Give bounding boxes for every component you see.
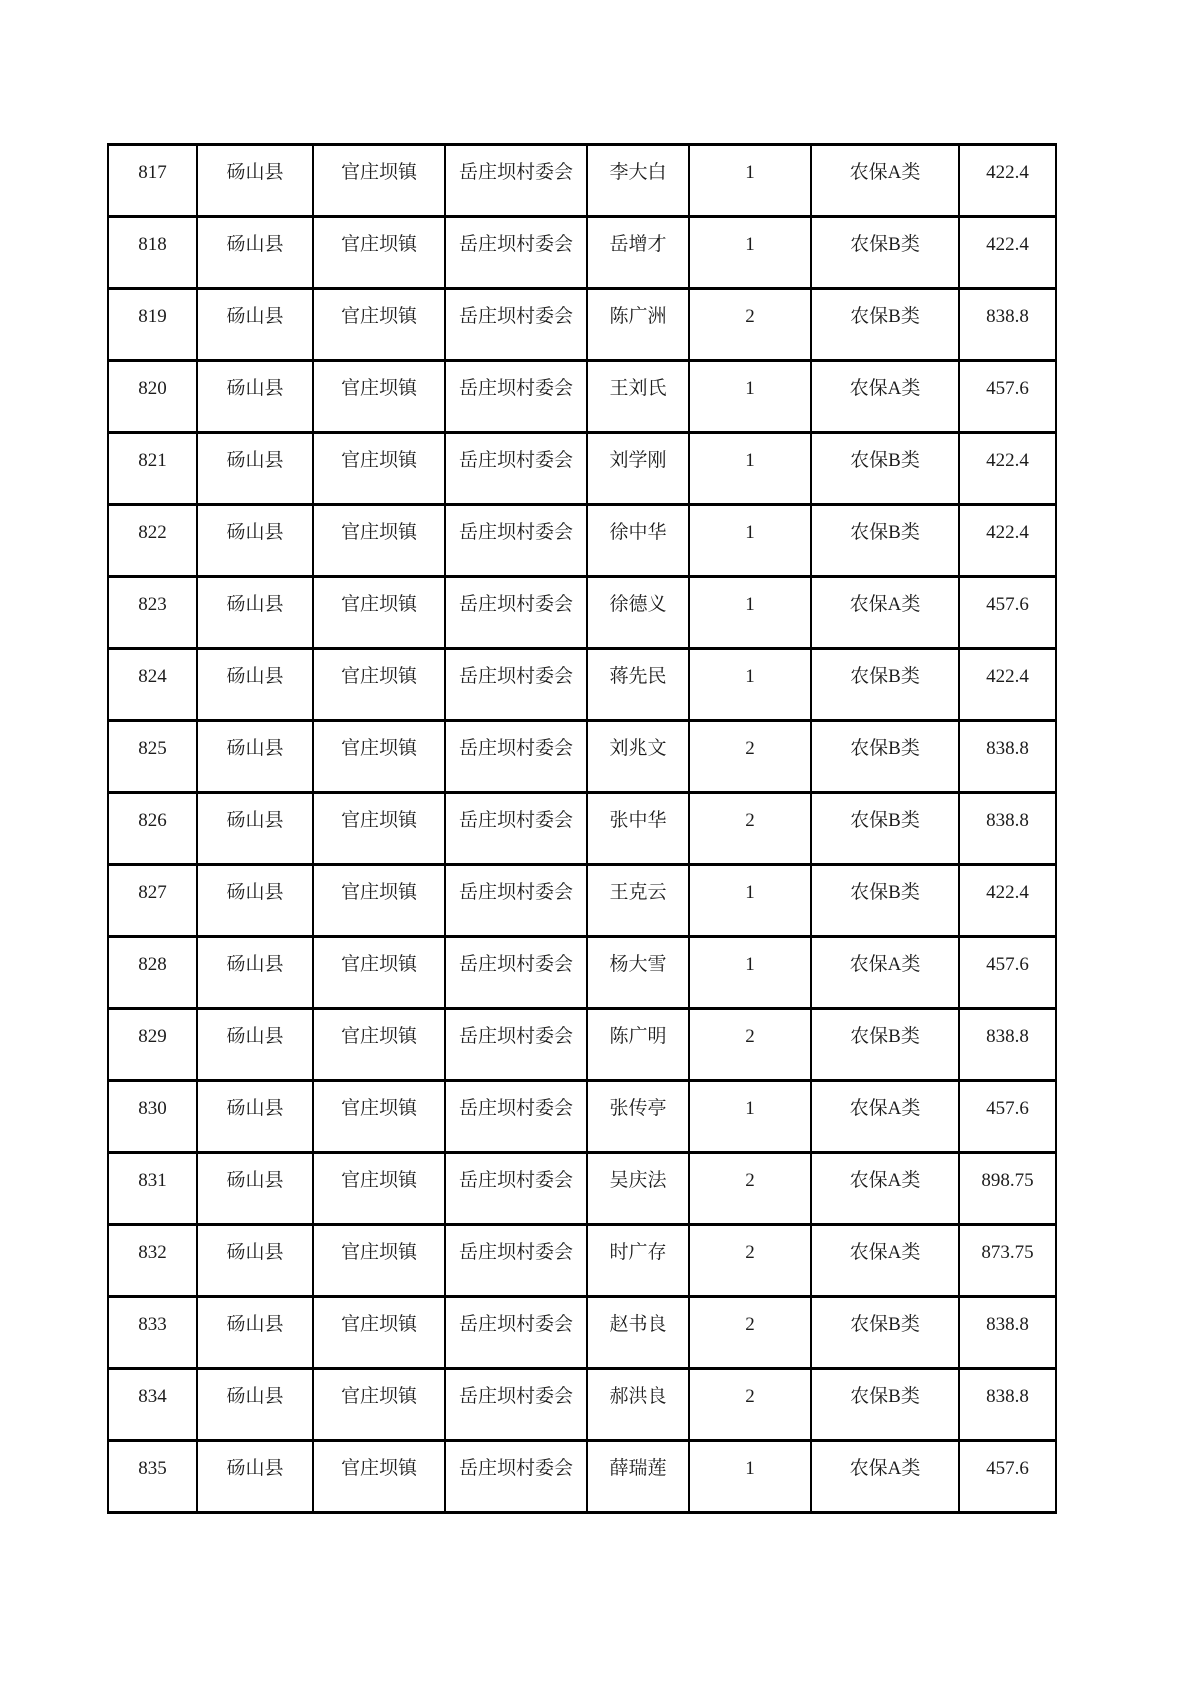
cell-amount: 838.8 — [959, 1009, 1056, 1081]
cell-name: 徐中华 — [587, 505, 689, 577]
cell-village: 岳庄坝村委会 — [445, 1369, 587, 1441]
cell-village: 岳庄坝村委会 — [445, 577, 587, 649]
cell-count: 1 — [689, 865, 811, 937]
cell-county: 砀山县 — [197, 865, 313, 937]
cell-county: 砀山县 — [197, 1081, 313, 1153]
table-row — [108, 721, 1056, 793]
cell-county: 砀山县 — [197, 361, 313, 433]
cell-no: 828 — [108, 937, 197, 1009]
cell-name: 时广存 — [587, 1225, 689, 1297]
cell-county: 砀山县 — [197, 1153, 313, 1225]
cell-name: 张中华 — [587, 793, 689, 865]
cell-county: 砀山县 — [197, 649, 313, 721]
table-row — [108, 937, 1056, 1009]
cell-village: 岳庄坝村委会 — [445, 1441, 587, 1513]
cell-name: 陈广洲 — [587, 289, 689, 361]
cell-no: 829 — [108, 1009, 197, 1081]
cell-category: 农保B类 — [811, 433, 959, 505]
cell-name: 王克云 — [587, 865, 689, 937]
table-row — [108, 1153, 1056, 1225]
cell-category: 农保A类 — [811, 577, 959, 649]
cell-category: 农保B类 — [811, 1369, 959, 1441]
cell-village: 岳庄坝村委会 — [445, 1153, 587, 1225]
cell-no: 835 — [108, 1441, 197, 1513]
cell-amount: 422.4 — [959, 649, 1056, 721]
cell-category: 农保B类 — [811, 865, 959, 937]
cell-category: 农保A类 — [811, 1441, 959, 1513]
cell-count: 1 — [689, 1441, 811, 1513]
cell-village: 岳庄坝村委会 — [445, 505, 587, 577]
cell-name: 蒋先民 — [587, 649, 689, 721]
cell-no: 823 — [108, 577, 197, 649]
cell-town: 官庄坝镇 — [313, 1225, 445, 1297]
cell-category: 农保A类 — [811, 361, 959, 433]
table-row — [108, 1297, 1056, 1369]
cell-name: 薛瑞莲 — [587, 1441, 689, 1513]
cell-category: 农保B类 — [811, 505, 959, 577]
cell-name: 刘学刚 — [587, 433, 689, 505]
cell-village: 岳庄坝村委会 — [445, 865, 587, 937]
cell-amount: 838.8 — [959, 1369, 1056, 1441]
cell-count: 2 — [689, 1009, 811, 1081]
cell-category: 农保B类 — [811, 1297, 959, 1369]
cell-town: 官庄坝镇 — [313, 793, 445, 865]
cell-amount: 422.4 — [959, 433, 1056, 505]
table-row — [108, 1369, 1056, 1441]
cell-category: 农保A类 — [811, 1081, 959, 1153]
cell-town: 官庄坝镇 — [313, 145, 445, 217]
benefit-roster-table — [107, 143, 1057, 1514]
cell-town: 官庄坝镇 — [313, 937, 445, 1009]
cell-town: 官庄坝镇 — [313, 577, 445, 649]
cell-name: 赵书良 — [587, 1297, 689, 1369]
cell-village: 岳庄坝村委会 — [445, 721, 587, 793]
cell-name: 杨大雪 — [587, 937, 689, 1009]
cell-town: 官庄坝镇 — [313, 1297, 445, 1369]
cell-amount: 838.8 — [959, 1297, 1056, 1369]
cell-county: 砀山县 — [197, 1225, 313, 1297]
cell-count: 1 — [689, 649, 811, 721]
cell-county: 砀山县 — [197, 1009, 313, 1081]
cell-county: 砀山县 — [197, 433, 313, 505]
cell-count: 1 — [689, 577, 811, 649]
cell-county: 砀山县 — [197, 937, 313, 1009]
cell-village: 岳庄坝村委会 — [445, 1297, 587, 1369]
cell-no: 830 — [108, 1081, 197, 1153]
table-row — [108, 505, 1056, 577]
cell-category: 农保B类 — [811, 649, 959, 721]
cell-name: 吴庆法 — [587, 1153, 689, 1225]
cell-town: 官庄坝镇 — [313, 217, 445, 289]
cell-town: 官庄坝镇 — [313, 1369, 445, 1441]
cell-category: 农保A类 — [811, 937, 959, 1009]
cell-category: 农保B类 — [811, 1009, 959, 1081]
cell-county: 砀山县 — [197, 505, 313, 577]
cell-no: 834 — [108, 1369, 197, 1441]
cell-town: 官庄坝镇 — [313, 289, 445, 361]
cell-count: 2 — [689, 1369, 811, 1441]
cell-county: 砀山县 — [197, 793, 313, 865]
cell-name: 徐德义 — [587, 577, 689, 649]
table-row — [108, 793, 1056, 865]
cell-no: 827 — [108, 865, 197, 937]
cell-name: 陈广明 — [587, 1009, 689, 1081]
table-row — [108, 577, 1056, 649]
cell-count: 2 — [689, 1297, 811, 1369]
table-row — [108, 1081, 1056, 1153]
cell-name: 岳增才 — [587, 217, 689, 289]
cell-village: 岳庄坝村委会 — [445, 937, 587, 1009]
cell-name: 李大白 — [587, 145, 689, 217]
cell-name: 王刘氏 — [587, 361, 689, 433]
cell-county: 砀山县 — [197, 289, 313, 361]
table-row — [108, 865, 1056, 937]
cell-amount: 422.4 — [959, 217, 1056, 289]
cell-town: 官庄坝镇 — [313, 505, 445, 577]
cell-name: 刘兆文 — [587, 721, 689, 793]
table-row — [108, 361, 1056, 433]
cell-count: 2 — [689, 793, 811, 865]
cell-town: 官庄坝镇 — [313, 1009, 445, 1081]
cell-name: 郝洪良 — [587, 1369, 689, 1441]
table-row — [108, 289, 1056, 361]
cell-no: 832 — [108, 1225, 197, 1297]
table-row — [108, 649, 1056, 721]
cell-no: 822 — [108, 505, 197, 577]
cell-category: 农保A类 — [811, 1225, 959, 1297]
cell-count: 1 — [689, 1081, 811, 1153]
cell-category: 农保A类 — [811, 145, 959, 217]
cell-no: 819 — [108, 289, 197, 361]
cell-village: 岳庄坝村委会 — [445, 1009, 587, 1081]
cell-amount: 838.8 — [959, 793, 1056, 865]
cell-amount: 873.75 — [959, 1225, 1056, 1297]
table-row — [108, 1441, 1056, 1513]
cell-no: 825 — [108, 721, 197, 793]
cell-count: 1 — [689, 505, 811, 577]
cell-count: 1 — [689, 361, 811, 433]
cell-town: 官庄坝镇 — [313, 649, 445, 721]
cell-name: 张传亭 — [587, 1081, 689, 1153]
cell-count: 2 — [689, 1225, 811, 1297]
cell-county: 砀山县 — [197, 145, 313, 217]
table-row — [108, 145, 1056, 217]
cell-no: 818 — [108, 217, 197, 289]
cell-amount: 422.4 — [959, 865, 1056, 937]
cell-village: 岳庄坝村委会 — [445, 145, 587, 217]
cell-county: 砀山县 — [197, 577, 313, 649]
cell-count: 2 — [689, 289, 811, 361]
table-row — [108, 217, 1056, 289]
table-row — [108, 433, 1056, 505]
cell-amount: 422.4 — [959, 505, 1056, 577]
cell-no: 820 — [108, 361, 197, 433]
cell-village: 岳庄坝村委会 — [445, 217, 587, 289]
cell-category: 农保B类 — [811, 721, 959, 793]
cell-no: 817 — [108, 145, 197, 217]
cell-county: 砀山县 — [197, 721, 313, 793]
cell-town: 官庄坝镇 — [313, 1153, 445, 1225]
cell-amount: 457.6 — [959, 577, 1056, 649]
cell-town: 官庄坝镇 — [313, 433, 445, 505]
cell-county: 砀山县 — [197, 1441, 313, 1513]
cell-count: 2 — [689, 1153, 811, 1225]
cell-village: 岳庄坝村委会 — [445, 793, 587, 865]
table-row — [108, 1225, 1056, 1297]
cell-town: 官庄坝镇 — [313, 865, 445, 937]
cell-count: 1 — [689, 217, 811, 289]
cell-no: 831 — [108, 1153, 197, 1225]
cell-category: 农保B类 — [811, 289, 959, 361]
cell-town: 官庄坝镇 — [313, 1081, 445, 1153]
cell-village: 岳庄坝村委会 — [445, 1081, 587, 1153]
cell-village: 岳庄坝村委会 — [445, 433, 587, 505]
cell-count: 2 — [689, 721, 811, 793]
cell-village: 岳庄坝村委会 — [445, 361, 587, 433]
cell-count: 1 — [689, 433, 811, 505]
cell-county: 砀山县 — [197, 1297, 313, 1369]
cell-amount: 457.6 — [959, 1441, 1056, 1513]
cell-village: 岳庄坝村委会 — [445, 649, 587, 721]
cell-no: 824 — [108, 649, 197, 721]
cell-town: 官庄坝镇 — [313, 361, 445, 433]
cell-county: 砀山县 — [197, 217, 313, 289]
cell-amount: 457.6 — [959, 361, 1056, 433]
cell-amount: 838.8 — [959, 721, 1056, 793]
cell-county: 砀山县 — [197, 1369, 313, 1441]
cell-count: 1 — [689, 145, 811, 217]
cell-amount: 422.4 — [959, 145, 1056, 217]
cell-town: 官庄坝镇 — [313, 1441, 445, 1513]
cell-no: 833 — [108, 1297, 197, 1369]
cell-amount: 838.8 — [959, 289, 1056, 361]
cell-no: 821 — [108, 433, 197, 505]
cell-category: 农保A类 — [811, 1153, 959, 1225]
cell-category: 农保B类 — [811, 793, 959, 865]
cell-amount: 457.6 — [959, 1081, 1056, 1153]
cell-no: 826 — [108, 793, 197, 865]
cell-village: 岳庄坝村委会 — [445, 1225, 587, 1297]
cell-count: 1 — [689, 937, 811, 1009]
cell-town: 官庄坝镇 — [313, 721, 445, 793]
cell-amount: 898.75 — [959, 1153, 1056, 1225]
cell-village: 岳庄坝村委会 — [445, 289, 587, 361]
table-row — [108, 1009, 1056, 1081]
cell-category: 农保B类 — [811, 217, 959, 289]
cell-amount: 457.6 — [959, 937, 1056, 1009]
